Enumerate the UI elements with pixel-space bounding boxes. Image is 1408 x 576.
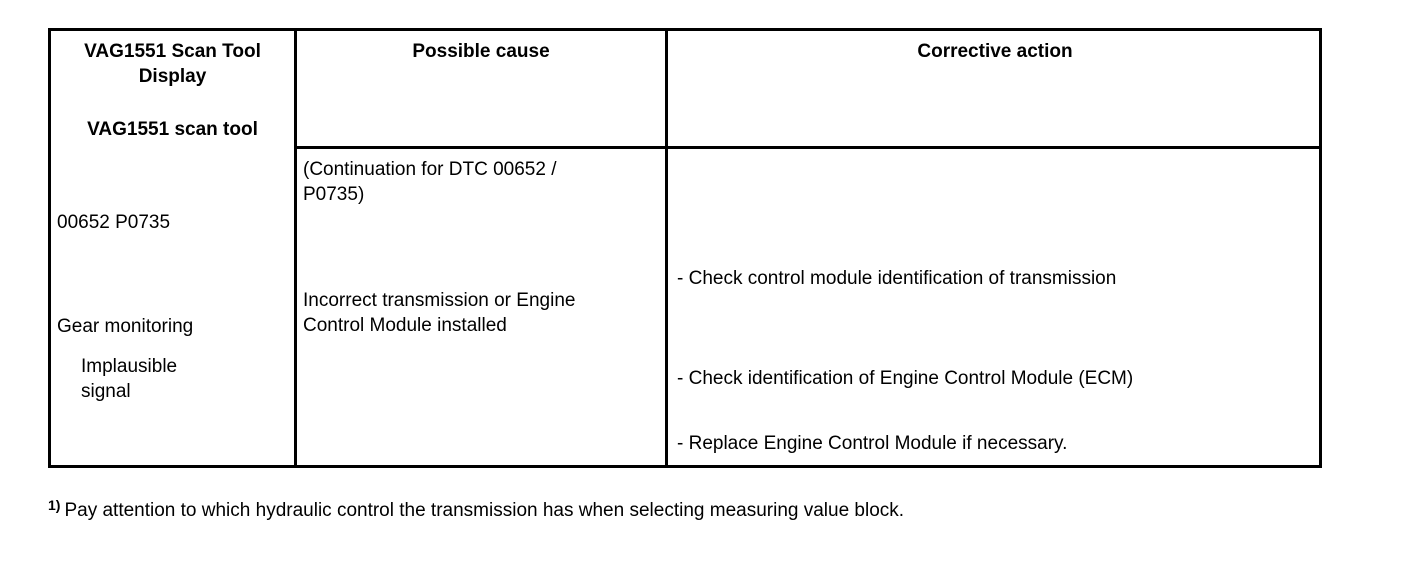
continuation-line1: (Continuation for DTC 00652 / [303,159,557,180]
diagnostic-table [48,28,1322,468]
implausible-line1: Implausible [81,356,178,377]
footnote [48,498,904,523]
header-scan-tool: VAG1551 scan tool [87,119,258,140]
dtc-code: 00652 P0735 [57,212,171,233]
implausible-line2: signal [81,381,131,402]
gear-monitoring: Gear monitoring [57,316,194,337]
header-corrective-action: Corrective action [917,41,1073,62]
cause-line2: Control Module installed [303,315,507,336]
continuation-line2: P0735) [303,184,365,205]
cause-line1: Incorrect transmission or Engine [303,290,576,311]
action-check-ecm-id: - Check identification of Engine Control Module (ECM) [677,368,1134,389]
possible-cause-text [303,288,575,338]
action-replace-ecm: - Replace Engine Control Module if necessary. [677,433,1068,454]
continuation-note [303,157,556,207]
footnote-marker: 1) [48,497,61,513]
action-check-transmission-id: - Check control module identification of transmission [677,268,1117,289]
header-scan-tool-display [51,39,294,89]
column-divider-1 [294,31,297,465]
header-divider [294,146,1319,149]
header-possible-cause: Possible cause [412,41,550,62]
footnote-text: Pay attention to which hydraulic control the transmission has when selecting measuring value block. [64,500,905,521]
header-scan-tool-display-line2: Display [138,66,207,87]
column-divider-2 [665,31,668,465]
implausible-signal [81,354,177,404]
header-scan-tool-display-line1: VAG1551 Scan Tool [84,41,261,62]
